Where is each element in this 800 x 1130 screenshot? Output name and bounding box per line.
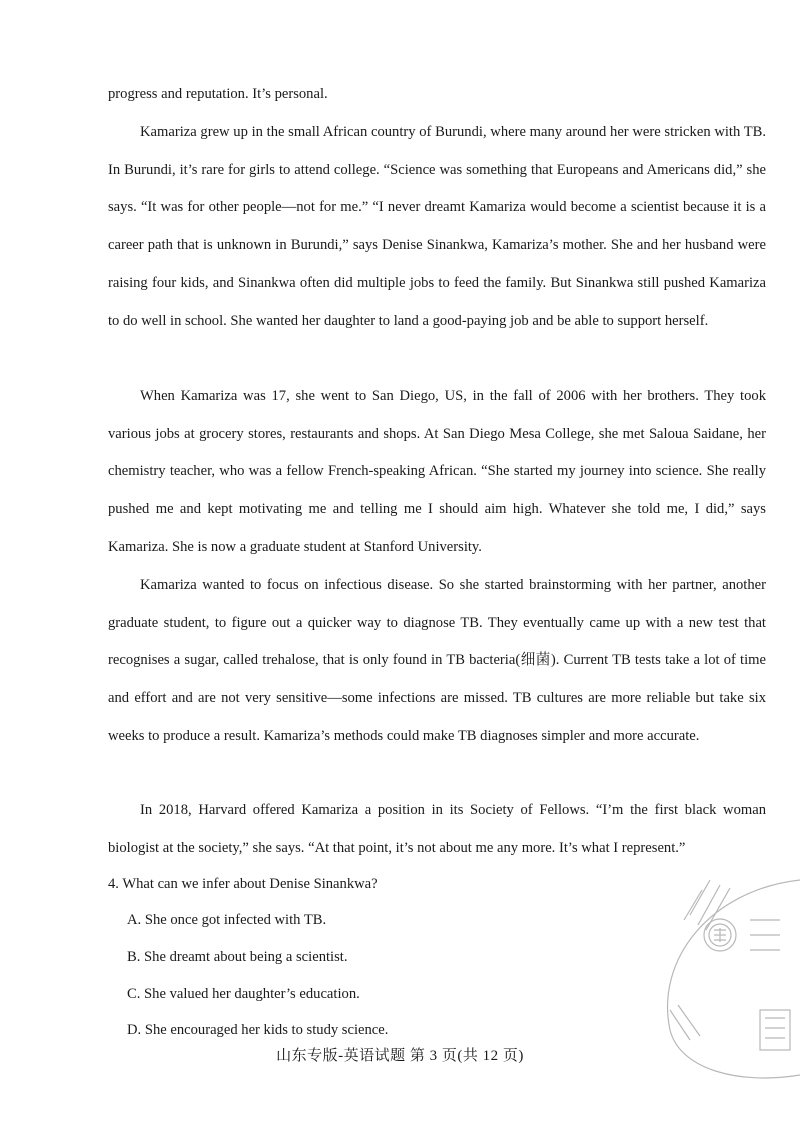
option-d: D. She encouraged her kids to study science.: [127, 1022, 389, 1038]
page-footer: 山东专版-英语试题 第 3 页(共 12 页): [276, 1048, 524, 1064]
passage-paragraph-2: When Kamariza was 17, she went to San Diego, US, in the fall of 2006 with her brothers. They took various jobs at grocery stores, restaurants and shops. At San Diego Mesa College, she met Saloua Saidane, her chemistry teacher, who was a fellow French-speaking African. “She started my journey into science. She really pushed me and kept motivating me and telling me I should aim high. Whatever she told me, I did,” says Kamariza. She is now a graduate student at Stanford University.: [108, 388, 766, 555]
seal-watermark-icon: [650, 860, 800, 1090]
passage-paragraph-1: Kamariza grew up in the small African country of Burundi, where many around her were stricken with TB. In Burundi, it’s rare for girls to attend college. “Science was something that Europeans and Americans did,” she says. “It was for other people—not for me.” “I never dreamt Kamariza would become a scientist because it is a career path that is unknown in Burundi,” says Denise Sinankwa, Kamariza’s mother. She and her husband were raising four kids, and Sinankwa often did multiple jobs to feed the family. But Sinankwa still pushed Kamariza to do well in school. She wanted her daughter to land a good-paying job and be able to support herself.: [108, 124, 766, 329]
option-a: A. She once got infected with TB.: [127, 912, 327, 928]
question-stem: 4. What can we infer about Denise Sinankwa?: [108, 876, 378, 892]
passage-paragraph-4: In 2018, Harvard offered Kamariza a position in its Society of Fellows. “I’m the first black woman biologist at the society,” she says. “At that point, it’s not about me any more. It’s what I represent.”: [108, 802, 766, 856]
passage-paragraph-3: Kamariza wanted to focus on infectious disease. So she started brainstorming with her partner, another graduate student, to figure out a quicker way to diagnose TB. They eventually came up with a new test that recognises a sugar, called trehalose, that is only found in TB bacteria(细菌). Current TB tests take a lot of time and effort and are not very sensitive—some infections are missed. TB cultures are more reliable but take six weeks to produce a result. Kamariza’s methods could make TB diagnoses simpler and more accurate.: [108, 577, 766, 744]
option-b: B. She dreamt about being a scientist.: [127, 949, 348, 965]
passage-paragraph-0: progress and reputation. It’s personal.: [108, 86, 328, 102]
option-c: C. She valued her daughter’s education.: [127, 986, 360, 1002]
